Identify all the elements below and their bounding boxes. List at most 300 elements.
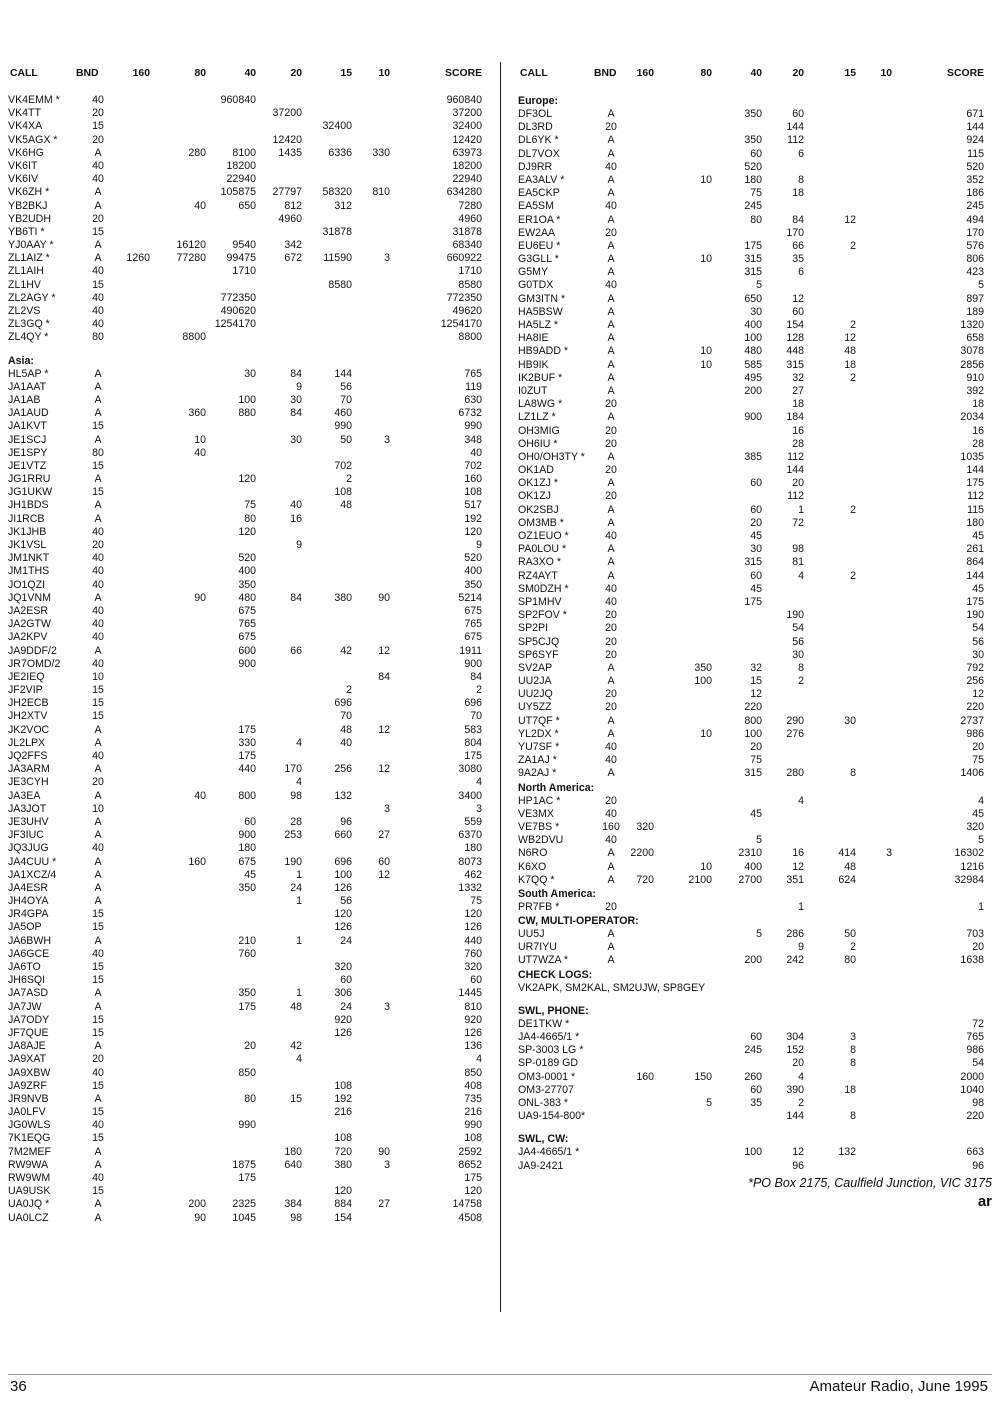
- band: 40: [605, 807, 617, 820]
- band: A: [94, 763, 102, 776]
- band: A: [607, 941, 615, 954]
- header-80: 80: [194, 68, 206, 79]
- value-15: 24: [340, 934, 352, 947]
- table-row: [518, 464, 992, 477]
- value-score: 1710: [458, 265, 482, 278]
- call-sign: JA2ESR: [8, 604, 49, 617]
- value-score: 675: [464, 631, 482, 644]
- table-row: [518, 649, 992, 662]
- value-20: 30: [290, 393, 302, 406]
- table-row: [518, 425, 992, 438]
- call-sign: JA9XAT: [8, 1053, 47, 1066]
- value-40: 400: [238, 565, 256, 578]
- value-score: 850: [464, 1066, 482, 1079]
- band: A: [94, 855, 102, 868]
- value-score: 40: [470, 446, 482, 459]
- value-score: 2737: [960, 714, 984, 727]
- table-row: [518, 530, 992, 543]
- value-15: 108: [334, 1132, 352, 1145]
- value-10: 12: [378, 723, 390, 736]
- call-sign: ZL1AIH: [8, 265, 44, 278]
- call-sign: UU2JQ: [518, 688, 553, 701]
- value-score: 32984: [954, 873, 984, 886]
- value-score: 897: [966, 292, 984, 305]
- value-score: 3: [476, 802, 482, 815]
- call-sign: JO1QZI: [8, 578, 46, 591]
- table-row: [8, 1172, 488, 1185]
- band: A: [94, 433, 102, 446]
- value-40: 900: [238, 829, 256, 842]
- value-score: 462: [464, 868, 482, 881]
- value-160: 2200: [630, 847, 654, 860]
- table-row: [8, 1027, 488, 1040]
- band: 40: [92, 291, 104, 304]
- value-score: 120: [464, 1185, 482, 1198]
- table-row: [518, 1160, 992, 1173]
- value-score: 31878: [452, 225, 482, 238]
- value-20: 54: [792, 622, 804, 635]
- table-row: [8, 407, 488, 420]
- value-20: 96: [792, 1159, 804, 1172]
- value-score: 119: [465, 380, 482, 393]
- table-row: [8, 473, 488, 486]
- value-score: 136: [464, 1040, 482, 1053]
- table-row: [8, 592, 488, 605]
- value-score: 22940: [452, 173, 482, 186]
- value-score: 423: [966, 266, 984, 279]
- band: A: [607, 928, 615, 941]
- value-20: 12: [792, 860, 804, 873]
- table-row: [8, 1132, 488, 1145]
- table-row: [518, 1031, 992, 1044]
- value-score: 256: [966, 675, 984, 688]
- value-10: 84: [378, 670, 390, 683]
- value-score: 1: [978, 900, 984, 913]
- value-score: 772350: [446, 291, 482, 304]
- value-15: 2: [850, 319, 856, 331]
- value-40: 990: [238, 1119, 256, 1132]
- value-20: 32: [792, 371, 804, 384]
- call-sign: DJ9RR: [518, 160, 553, 173]
- table-row: [8, 1014, 488, 1027]
- call-sign: RZ4AYT: [518, 569, 558, 582]
- value-40: 675: [238, 604, 256, 617]
- call-sign: JA4CUU *: [8, 855, 57, 868]
- value-score: 16302: [954, 847, 984, 860]
- value-20: 24: [290, 881, 302, 894]
- band: A: [607, 292, 615, 305]
- table-row: [518, 901, 992, 914]
- value-15: 126: [334, 881, 352, 894]
- value-40: 5: [756, 834, 762, 847]
- value-15: 414: [838, 847, 856, 860]
- table-row: [8, 552, 488, 565]
- band: A: [94, 1211, 102, 1224]
- call-sign: ER1OA *: [518, 213, 561, 226]
- call-sign: JA1KVT: [8, 420, 47, 433]
- value-score: 115: [967, 503, 984, 516]
- call-sign: JA2KPV: [8, 631, 48, 644]
- band: A: [607, 332, 615, 345]
- value-40: 22940: [226, 173, 256, 186]
- band: 40: [605, 595, 617, 608]
- value-score: 8800: [458, 331, 482, 344]
- call-sign: EA3ALV *: [518, 173, 565, 186]
- call-sign: VK4XA: [8, 120, 43, 133]
- table-row: [518, 609, 992, 622]
- value-40: 75: [750, 754, 762, 767]
- value-15: 42: [340, 644, 352, 657]
- value-20: 672: [284, 252, 302, 265]
- call-sign: SP6SYF: [518, 648, 559, 661]
- value-15: 320: [334, 961, 352, 973]
- value-40: 80: [244, 512, 256, 525]
- value-160: 1260: [126, 252, 150, 265]
- table-row: [8, 987, 488, 1000]
- value-score: 18: [972, 398, 984, 411]
- band: A: [607, 477, 615, 490]
- band: A: [94, 815, 102, 828]
- value-10: 90: [378, 591, 390, 604]
- value-40: 60: [750, 1083, 762, 1096]
- value-15: 48: [340, 723, 352, 736]
- value-40: 30: [244, 367, 256, 380]
- call-sign: JG0WLS: [8, 1119, 51, 1132]
- call-sign: GM3ITN *: [518, 292, 566, 305]
- call-sign: JA6BWH: [8, 934, 51, 947]
- left-results-column: [8, 66, 488, 1225]
- value-score: 320: [966, 820, 984, 833]
- value-20: 12420: [272, 133, 302, 146]
- value-score: 120: [464, 525, 482, 538]
- table-row: [518, 438, 992, 451]
- table-row: [518, 636, 992, 649]
- call-sign: JA6TO: [8, 961, 41, 973]
- header-call: CALL: [10, 68, 38, 79]
- sign-off: ar: [977, 1192, 992, 1210]
- band: A: [607, 767, 615, 780]
- band: A: [607, 954, 615, 967]
- value-40: 1254170: [214, 318, 256, 331]
- call-sign: JH2ECB: [8, 697, 49, 710]
- value-20: 98: [290, 789, 302, 802]
- value-score: 3400: [458, 789, 482, 802]
- call-sign: HP1AC *: [518, 794, 561, 807]
- value-score: 72: [972, 1017, 984, 1030]
- value-10: 60: [378, 855, 390, 868]
- value-15: 696: [334, 697, 352, 710]
- table-row: [518, 1044, 992, 1057]
- section-heading: CW, MULTI-OPERATOR:: [518, 915, 639, 928]
- value-score: 660922: [446, 252, 482, 265]
- table-row: [8, 1185, 488, 1198]
- value-20: 20: [792, 477, 804, 490]
- section-heading: North America:: [518, 781, 595, 794]
- band: A: [94, 499, 102, 512]
- value-15: 108: [334, 1079, 352, 1092]
- value-score: 1638: [960, 954, 984, 967]
- band: A: [94, 473, 102, 486]
- band: A: [607, 384, 615, 397]
- table-row: [8, 948, 488, 961]
- value-10: 3: [384, 252, 390, 265]
- call-sign: SP1MHV: [518, 595, 562, 608]
- table-row: [8, 499, 488, 512]
- value-20: 640: [284, 1158, 302, 1171]
- value-40: 315: [744, 266, 762, 279]
- value-80: 100: [694, 675, 712, 688]
- value-20: 144: [786, 464, 804, 477]
- value-10: 3: [384, 1000, 390, 1013]
- call-sign: JK1JHB: [8, 525, 47, 538]
- band: 15: [92, 921, 104, 934]
- value-20: 66: [792, 239, 804, 252]
- value-score: 60: [470, 974, 482, 987]
- band: 40: [92, 947, 104, 960]
- band: 15: [92, 1026, 104, 1039]
- band: A: [607, 173, 615, 186]
- value-score: 245: [966, 200, 984, 213]
- value-20: 2: [798, 675, 804, 688]
- value-20: 8: [798, 661, 804, 674]
- band: A: [607, 239, 615, 252]
- table-row: [8, 186, 488, 199]
- value-40: 490620: [220, 305, 256, 317]
- value-20: 84: [290, 367, 302, 380]
- value-score: 440: [464, 934, 482, 947]
- call-sign: 9A2AJ *: [518, 767, 557, 780]
- value-15: 8: [850, 1110, 856, 1123]
- value-40: 800: [744, 714, 762, 727]
- value-40: 245: [744, 1044, 762, 1057]
- right-results-column: [518, 66, 992, 1213]
- value-score: 576: [966, 239, 984, 252]
- call-sign: JH1BDS: [8, 499, 49, 512]
- band: A: [94, 644, 102, 657]
- value-score: 14758: [452, 1198, 482, 1211]
- call-sign: HL5AP *: [8, 367, 49, 380]
- call-sign: K7QQ *: [518, 873, 555, 886]
- value-10: 330: [372, 146, 390, 159]
- table-row: [8, 803, 488, 816]
- value-20: 27797: [272, 186, 302, 199]
- value-score: 760: [464, 947, 482, 960]
- value-score: 1320: [960, 319, 984, 331]
- table-row: [8, 842, 488, 855]
- table-row: [518, 477, 992, 490]
- call-sign: JG1UKW: [8, 486, 53, 499]
- value-score: 63973: [452, 146, 482, 159]
- value-15: 3: [850, 1031, 856, 1043]
- value-40: 175: [744, 595, 762, 608]
- band: 15: [92, 486, 104, 499]
- value-score: 75: [972, 754, 984, 767]
- table-row: [8, 631, 488, 644]
- call-sign: JE3CYH: [8, 776, 49, 789]
- value-15: 8: [850, 1057, 856, 1070]
- value-score: 4: [476, 1053, 482, 1066]
- value-40: 675: [238, 855, 256, 868]
- value-40: 20: [750, 516, 762, 529]
- table-row: [8, 908, 488, 921]
- value-40: 350: [744, 108, 762, 120]
- table-row: [8, 921, 488, 934]
- call-sign: IK2BUF *: [518, 371, 563, 384]
- value-15: 108: [334, 486, 352, 499]
- value-20: 1: [296, 987, 302, 1000]
- table-row: [518, 941, 992, 954]
- table-row: [8, 252, 488, 265]
- value-score: 220: [966, 701, 984, 714]
- table-row: [518, 253, 992, 266]
- value-score: 2034: [960, 411, 984, 424]
- value-15: 702: [334, 459, 352, 472]
- call-sign: JA9-2421: [518, 1159, 564, 1172]
- call-sign: JF7QUE: [8, 1026, 49, 1039]
- value-40: 45: [244, 868, 256, 881]
- value-40: 960840: [220, 94, 256, 106]
- call-sign: VK6HG: [8, 146, 44, 159]
- value-20: 112: [787, 450, 804, 463]
- band: 10: [92, 670, 104, 683]
- call-sign: JH6SQI: [8, 974, 46, 987]
- band: A: [607, 860, 615, 873]
- band: A: [607, 543, 615, 556]
- call-sign: JI1RCB: [8, 512, 45, 525]
- header-15: 15: [844, 68, 856, 79]
- value-10: 810: [372, 186, 390, 199]
- value-20: 42: [290, 1040, 302, 1053]
- band: 160: [602, 820, 620, 833]
- address-block: [518, 1173, 992, 1213]
- value-20: 16: [792, 424, 804, 437]
- value-score: 18200: [452, 159, 482, 172]
- table-row: [8, 200, 488, 213]
- value-40: 440: [238, 763, 256, 776]
- band: A: [94, 789, 102, 802]
- band: A: [607, 661, 615, 674]
- call-sign: SM0DZH *: [518, 582, 569, 595]
- value-160: 320: [636, 820, 654, 833]
- value-15: 30: [844, 714, 856, 727]
- value-15: 2: [850, 941, 856, 954]
- band: 40: [92, 318, 104, 331]
- value-40: 175: [238, 723, 256, 736]
- value-20: 84: [792, 213, 804, 226]
- table-row: [518, 701, 992, 714]
- table-row: [518, 345, 992, 358]
- value-20: 28: [792, 437, 804, 450]
- band: 15: [92, 908, 104, 921]
- band: A: [607, 147, 615, 160]
- value-score: 3080: [458, 763, 482, 776]
- band: A: [94, 199, 102, 212]
- band: A: [94, 987, 102, 1000]
- table-row: [518, 583, 992, 596]
- call-sign: OM3-27707: [518, 1083, 574, 1096]
- band: A: [94, 407, 102, 420]
- value-15: 8: [850, 767, 856, 780]
- value-20: 180: [284, 1145, 302, 1158]
- value-20: 390: [786, 1083, 804, 1096]
- call-sign: JA4-4665/1 *: [518, 1031, 580, 1043]
- value-score: 180: [966, 516, 984, 529]
- value-score: 1254170: [440, 318, 482, 331]
- table-row: [8, 671, 488, 684]
- call-sign: G5MY: [518, 266, 549, 279]
- value-15: 2: [850, 371, 856, 384]
- call-sign: JH2XTV: [8, 710, 48, 723]
- call-sign: ZL1AIZ *: [8, 252, 50, 265]
- band: 20: [605, 437, 617, 450]
- value-score: 115: [967, 147, 984, 160]
- value-score: 986: [966, 1044, 984, 1057]
- band: 40: [92, 631, 104, 644]
- call-sign: JA9XBW: [8, 1066, 51, 1079]
- value-20: 128: [786, 332, 804, 345]
- table-row: [8, 935, 488, 948]
- band: A: [94, 934, 102, 947]
- value-80: 16120: [176, 239, 206, 252]
- table-row: [8, 331, 488, 344]
- table-row: [518, 688, 992, 701]
- table-row: [518, 556, 992, 569]
- band: A: [94, 186, 102, 199]
- value-15: 8580: [328, 278, 352, 291]
- table-row: [518, 1110, 992, 1123]
- value-40: 245: [744, 200, 762, 213]
- value-15: 216: [334, 1106, 352, 1119]
- header-10: 10: [880, 68, 892, 79]
- table-row: [8, 420, 488, 433]
- table-row: [8, 460, 488, 473]
- call-sign: JA3EA: [8, 789, 41, 802]
- section-heading: SWL, PHONE:: [518, 1004, 589, 1017]
- call-sign: VE3MX: [518, 807, 554, 820]
- value-20: 1: [798, 503, 804, 516]
- band: A: [607, 253, 615, 266]
- value-15: 32400: [322, 120, 352, 133]
- call-sign: JA4-4665/1 *: [518, 1146, 580, 1159]
- value-20: 304: [786, 1031, 804, 1043]
- value-15: 144: [334, 367, 352, 380]
- call-sign: 7M2MEF: [8, 1145, 51, 1158]
- band: 40: [605, 160, 617, 173]
- value-score: 186: [966, 187, 984, 200]
- value-40: 1045: [232, 1211, 256, 1224]
- call-sign: JF3IUC: [8, 829, 44, 842]
- value-15: 132: [334, 789, 352, 802]
- band: A: [607, 213, 615, 226]
- value-20: 4: [296, 776, 302, 789]
- value-score: 68340: [452, 239, 482, 252]
- table-row: [8, 645, 488, 658]
- call-sign: OK2SBJ: [518, 503, 559, 516]
- value-score: 1332: [458, 881, 482, 894]
- band: 15: [92, 1106, 104, 1119]
- table-row: [518, 754, 992, 767]
- value-20: 30: [290, 433, 302, 446]
- value-score: 702: [464, 459, 482, 472]
- table-row: [8, 1067, 488, 1080]
- value-20: 4: [798, 1070, 804, 1083]
- band: 20: [605, 424, 617, 437]
- value-score: 900: [464, 657, 482, 670]
- value-15: 11590: [323, 252, 352, 265]
- value-20: 253: [284, 829, 302, 842]
- value-20: 6: [798, 266, 804, 279]
- page-number: 36: [10, 1378, 27, 1395]
